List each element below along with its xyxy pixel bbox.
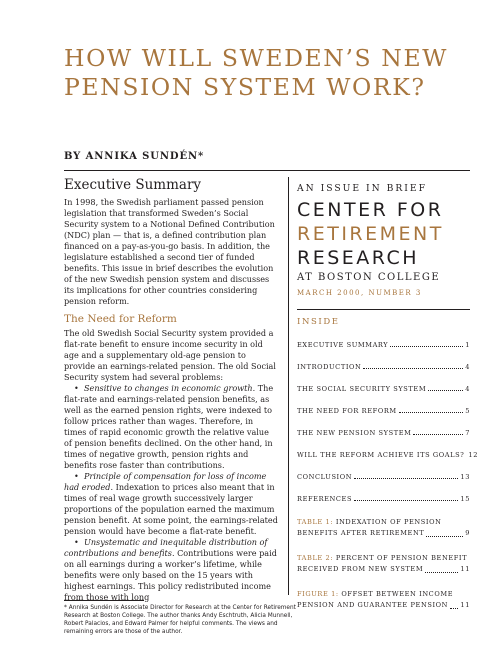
toc-item-introduction[interactable] (297, 363, 470, 371)
toc-item-table-1[interactable] (297, 517, 470, 539)
toc-label: REFERENCES (297, 495, 353, 503)
toc-item-figure-1[interactable] (297, 589, 470, 611)
executive-summary-heading: Executive Summary (64, 177, 202, 193)
toc-leader (354, 478, 458, 479)
inside-label: INSIDE (297, 317, 340, 327)
toc-leader (450, 608, 458, 609)
bullet-icon: • (74, 471, 79, 481)
page-title: HOW WILL SWEDEN’S NEW PENSION SYSTEM WORK? (64, 44, 448, 101)
bullet-icon: • (74, 383, 79, 393)
toc-label: PENSION AND GUARANTEE PENSION (297, 601, 449, 609)
toc-page: 11 (460, 565, 470, 573)
toc-page: 5 (465, 407, 470, 415)
toc-page: 4 (465, 363, 470, 371)
issue-in-brief-label: AN ISSUE IN BRIEF (297, 183, 427, 194)
toc-item-references[interactable] (297, 495, 470, 503)
toc-leader (413, 434, 463, 435)
issue-date: MARCH 2000, NUMBER 3 (297, 289, 422, 297)
problem-title: Principle of compensation for loss of income had eroded. (64, 471, 267, 492)
toc-label: PERCENT OF PENSION BENEFIT (335, 554, 468, 562)
toc-prefix: TABLE 2: (297, 554, 334, 562)
bullet-icon: • (74, 537, 79, 547)
problem-text: Contributions were paid on all earnings during a worker’s lifetime, while benefits were only based on the 15 years with highest earnings. This policy redistributed income from those with long (64, 548, 277, 602)
toc-item-goals[interactable] (297, 451, 478, 459)
sidebar (297, 177, 478, 625)
toc-label: INTRODUCTION (297, 363, 362, 371)
toc-page: 4 (465, 385, 470, 393)
sidebar-rule (297, 309, 470, 310)
toc-label: EXECUTIVE SUMMARY (297, 341, 389, 349)
toc-leader (354, 500, 458, 501)
byline: BY ANNIKA SUNDÉN* (64, 151, 205, 162)
main-column (64, 177, 278, 603)
masthead-line-center: CENTER FOR (297, 199, 444, 221)
toc-label: WILL THE REFORM ACHIEVE ITS GOALS? (297, 451, 465, 459)
author-footnote: * Annika Sundén is Associate Director for Research at the Center for Retirement Research at Boston College. The author thanks Andy Eschtruth, Alicia Munnell, Robert Palacios, and Edward Palmer for helpful comments. The views and remaining errors are those of the author. (64, 605, 296, 635)
toc-item-social-security[interactable] (297, 385, 470, 393)
toc-page: 15 (460, 495, 470, 503)
problem-title: Sensitive to changes in economic growth. (84, 383, 256, 393)
toc-leader (390, 346, 463, 347)
toc-leader (363, 368, 463, 369)
problem-title: Unsystematic and inequitable distribution of contributions and benefits. (64, 537, 268, 558)
footnote-rule (64, 600, 144, 601)
toc-leader (399, 412, 463, 413)
toc-item-conclusion[interactable] (297, 473, 470, 481)
toc-item-new-pension-system[interactable] (297, 429, 470, 437)
problem-text: Indexation to prices also meant that in times of real wage growth successively larger proportions of the population earned the maximum pension benefit. At some point, the earnings-related pension would have become a flat-rate benefit. (64, 482, 278, 536)
toc-label: BENEFITS AFTER RETIREMENT (297, 529, 425, 537)
column-divider (288, 177, 289, 595)
toc-label: THE NEW PENSION SYSTEM (297, 429, 412, 437)
toc-page: 9 (465, 529, 470, 537)
need-for-reform-heading: The Need for Reform (64, 313, 177, 325)
toc-label: OFFSET BETWEEN INCOME (341, 590, 454, 598)
toc-item-executive-summary[interactable] (297, 341, 470, 349)
toc-leader (425, 572, 458, 573)
toc-item-table-2[interactable] (297, 553, 470, 575)
masthead-line-research: RESEARCH (297, 247, 420, 269)
toc-page: 1 (465, 341, 470, 349)
toc-prefix: FIGURE 1: (297, 590, 339, 598)
problem-text: The flat-rate and earnings-related pension benefits, as well as the earned pension rights, were indexed to follow prices rather than wages. Therefore, in times of rapid economic growth the relative value of pension benefits declined. On the other hand, in times of negative growth, pension rights and benefits rose faster than contributions. (64, 383, 274, 470)
list-item (64, 537, 278, 603)
toc-page: 13 (460, 473, 470, 481)
toc-label: RECEIVED FROM NEW SYSTEM (297, 565, 424, 573)
toc-label: THE SOCIAL SECURITY SYSTEM (297, 385, 427, 393)
list-item (64, 383, 278, 471)
problem-list (64, 383, 278, 603)
toc-leader (428, 390, 463, 391)
toc-label: THE NEED FOR REFORM (297, 407, 397, 415)
toc-leader (426, 536, 463, 537)
masthead-line-retirement: RETIREMENT (297, 223, 444, 245)
toc-label: INDEXATION OF PENSION (335, 518, 442, 526)
toc-label: CONCLUSION (297, 473, 353, 481)
executive-summary-text: In 1998, the Swedish parliament passed pension legislation that transformed Sweden’s Social Security system to a Notional Defined Contribution (NDC) plan — that is, a defined contribution plan financed on a pay-as-you-go basis. In addition, the legislature established a second tier of funded benefits. This issue in brief describes the evolution of the new Swedish pension system and discusses its implications for other countries considering pension reform. (64, 197, 275, 306)
need-for-reform-text: The old Swedish Social Security system provided a flat-rate benefit to ensure income security in old age and a supplementary old-age pension to provide an earnings-related pension. The old Social Security system had several problems: (64, 328, 276, 382)
toc-item-need-for-reform[interactable] (297, 407, 470, 415)
toc-prefix: TABLE 1: (297, 518, 334, 526)
masthead-line-college: AT BOSTON COLLEGE (297, 272, 441, 283)
toc-page: 11 (460, 601, 470, 609)
list-item (64, 471, 278, 537)
top-rule (64, 170, 470, 171)
toc-page: 12 (468, 451, 478, 459)
toc-page: 7 (465, 429, 470, 437)
